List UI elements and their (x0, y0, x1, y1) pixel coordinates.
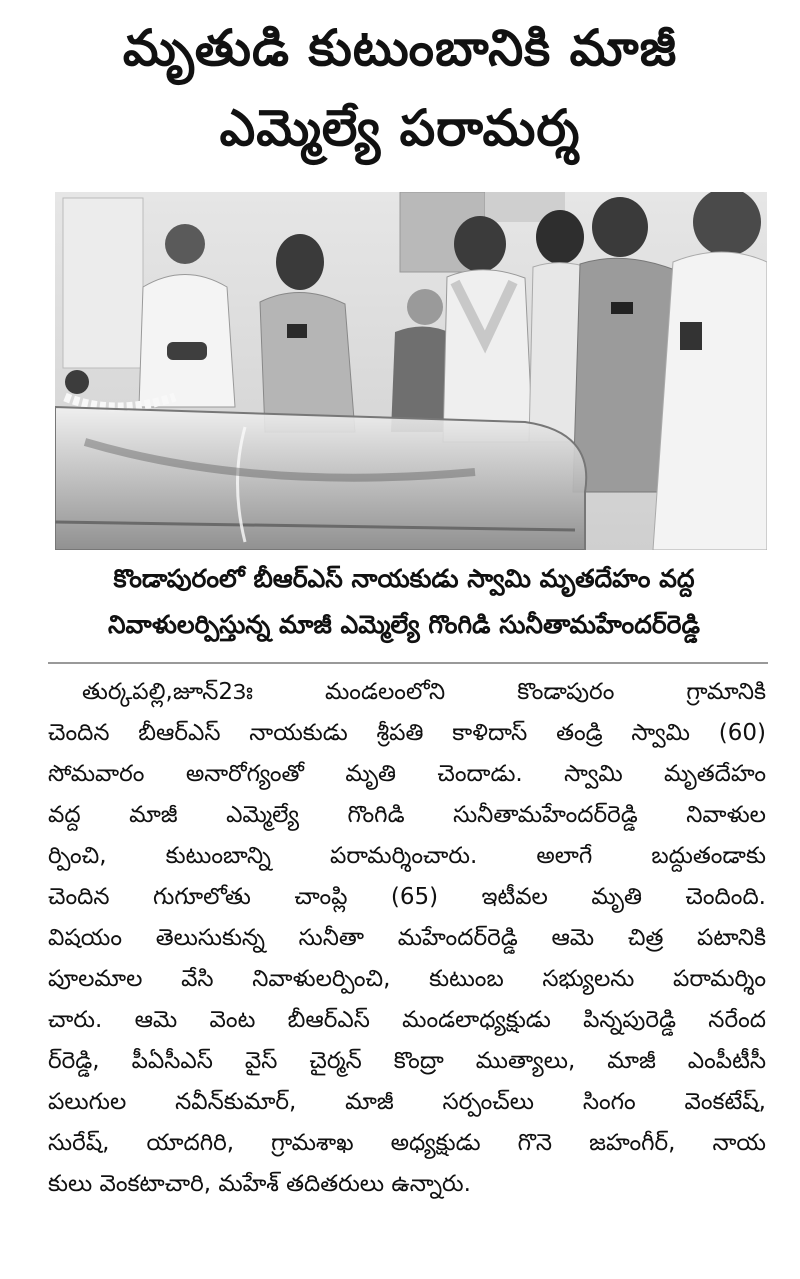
headline (0, 8, 800, 168)
article-line: తుర్కపల్లి,జూన్23ః మండలంలోని కొండాపురం గ్రామానికి (82, 679, 766, 705)
article-line: విషయం తెలుసుకున్న సునీతా మహేందర్‌రెడ్డి ఆమె చిత్ర పటానికి (48, 925, 766, 951)
article-line: పూలమాల వేసి నివాళులర్పించి, కుటుంబ సభ్యులను పరామర్శిం (48, 966, 766, 992)
article-line: ర్పించి, కుటుంబాన్ని పరామర్శించారు. అలాగే బద్దుతండాకు (48, 843, 766, 869)
caption-divider (48, 662, 768, 664)
article-line: పలుగుల నవీన్‌కుమార్, మాజీ సర్పంచ్‌లు సింగం వెంకటేష్, (48, 1089, 766, 1115)
article-line: చెందిన బీఆర్ఎస్ నాయకుడు శ్రీపతి కాళిదాస్ తండ్రి స్వామి (60) (48, 720, 766, 746)
article-line: కులు వెంకటాచారి, మహేశ్ తదితరులు ఉన్నారు. (48, 1171, 471, 1197)
article-line: చెందిన గుగూలోతు చాంప్లి (65) ఇటీవల మృతి చెందింది. (48, 884, 766, 910)
article-line: సురేష్, యాదగిరి, గ్రామశాఖ అధ్యక్షుడు గొనె జహంగీర్, నాయ (48, 1130, 766, 1156)
article-line: సోమవారం అనారోగ్యంతో మృతి చెందాడు. స్వామి మృతదేహం (48, 761, 766, 787)
headline-line-1: మృతుడి కుటుంబానికి మాజీ (122, 19, 678, 77)
caption-line-2: నివాళులర్పిస్తున్న మాజీ ఎమ్మెల్యే గొంగిడి సునీతామహేందర్‌రెడ్డి (107, 610, 701, 639)
article-line: వద్ద మాజీ ఎమ్మెల్యే గొంగిడి సునీతామహేందర్‌రెడ్డి నివాళుల (48, 802, 766, 828)
news-photo (55, 192, 767, 550)
article-line: చారు. ఆమె వెంట బీఆర్ఎస్ మండలాధ్యక్షుడు పిన్నపురెడ్డి నరేంద (48, 1007, 766, 1033)
caption-line-1: కొండాపురంలో బీఆర్ఎస్ నాయకుడు స్వామి మృతదేహం వద్ద (113, 564, 695, 593)
article-body (48, 672, 766, 1205)
article-line: ర్‌రెడ్డి, పీఏసీఎస్ వైస్ చైర్మన్ కొంద్రా ముత్యాలు, మాజీ ఎంపీటీసీ (48, 1048, 766, 1074)
headline-line-2: ఎమ్మెల్యే పరామర్శ (219, 99, 581, 157)
news-photo-mourning-icon (55, 192, 767, 550)
photo-caption (40, 556, 768, 648)
